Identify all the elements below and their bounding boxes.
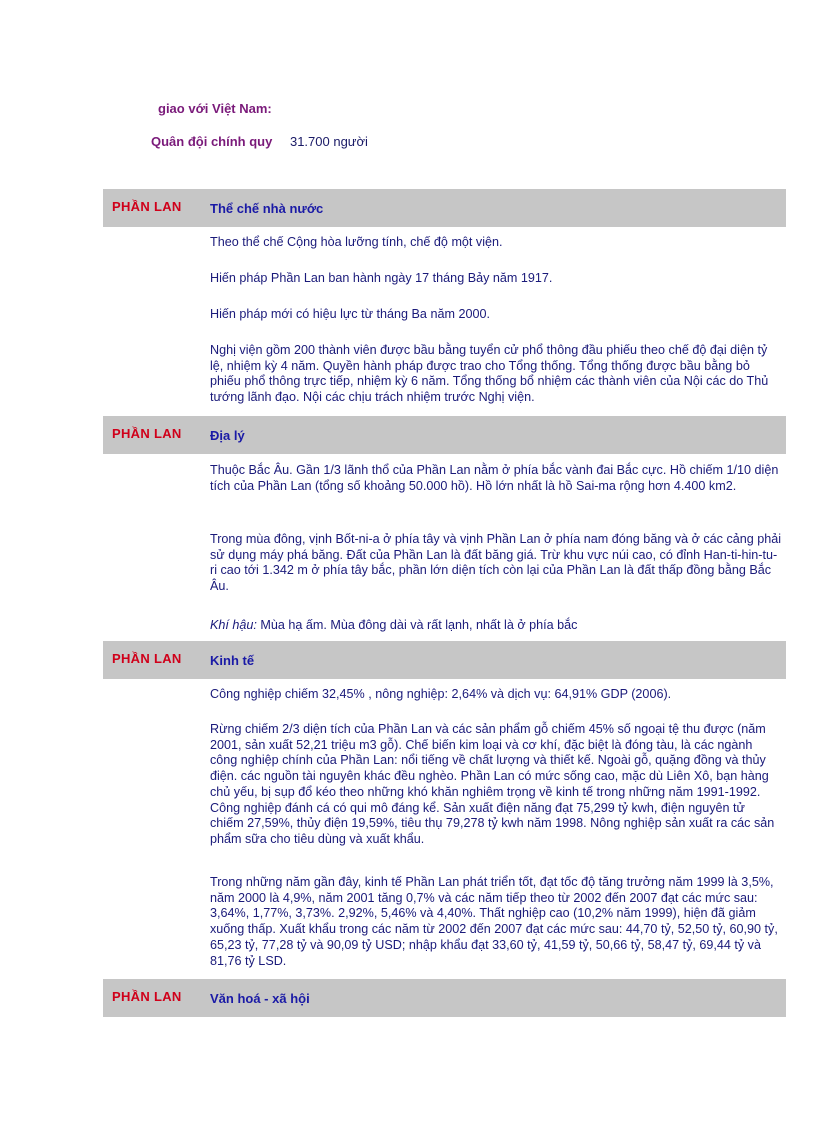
section-culture — [103, 979, 786, 1017]
paragraph: Thuộc Bắc Âu. Gần 1/3 lãnh thổ của Phần Lan nằm ở phía bắc vành đai Bắc cực. Hồ chiếm 1/10 diện tích của Phần Lan (tổng số khoảng 50.000 hồ). Hồ lớn nhất là hồ Sai-ma rộng hơn 4.400 km2. — [210, 463, 779, 493]
section-header — [103, 189, 786, 227]
paragraph: Rừng chiếm 2/3 diện tích của Phần Lan và các sản phẩm gỗ chiếm 45% số ngoại tệ thu được (năm 2001, sản xuất 52,21 triệu m3 gỗ). Chế biến kim loại và cơ khí, đặc biệt là đóng tàu, là các ngành công nghiệp chính của Phần Lan: nổi tiếng về chất lượng và thiết kế. Ngoài gỗ, quặng đồng và thủy điện. các nguồn tài nguyên khác đều nghèo. Phần Lan có mức sống cao, mặc dù Liên Xô, bạn hàng chủ yếu, bị sụp đổ kéo theo những khó khăn nghiêm trọng về kinh tế trong những năm 1991-1992. Công nghiệp đánh cá có qui mô đáng kể. Sản xuất điện năng đạt 75,299 tỷ kwh, điện nguyên tử chiếm 27,59%, thủy điện 19,59%, tiêu thụ 79,278 tỷ kwh năm 1998. Nông nghiệp sản xuất ra các sản phẩm sữa cho tiêu dùng và xuất khẩu. — [210, 722, 775, 846]
paragraph: Trong mùa đông, vịnh Bốt-ni-a ở phía tây và vịnh Phần Lan ở phía nam đóng băng và ở các cảng phải sử dụng máy phá băng. Đất của Phần Lan là đất băng giá. Trừ khu vực núi cao, có đỉnh Han-ti-hin-tu-ri cao tới 1.342 m ở phía tây bắc, phần lớn diện tích còn lại của Phần Lan là đất thấp đồng bằng Bắc Âu. — [210, 532, 782, 594]
section-country: PHẦN LAN — [112, 989, 182, 1004]
paragraph: Trong những năm gần đây, kinh tế Phần Lan phát triển tốt, đạt tốc độ tăng trưởng năm 1999 là 3,5%, năm 2000 là 4,9%, năm 2001 tăng 0,7% và các năm tiếp theo từ 2002 đến 2007 đạt các mức sau: 3,64%, 1,77%, 3,73%. 2,92%, 5,46% và 4,40%. Thất nghiệp cao (10,2% năm 1999), hiện đã giảm xuống thấp. Xuất khẩu trong các năm từ 2002 đến 2007 đạt các mức sau: 44,70 tỷ, 52,50 tỷ, 60,90 tỷ, 65,23 tỷ, 77,28 tỷ và 90,09 tỷ USD; nhập khẩu đạt 33,60 tỷ, 41,59 tỷ, 50,66 tỷ, 58,47 tỷ, 69,44 tỷ và 81,76 tỷ LSD. — [210, 875, 778, 968]
section-header — [103, 416, 786, 454]
intro-line-army — [151, 134, 368, 150]
intro-line-relations — [158, 101, 272, 117]
paragraph: Theo thể chế Cộng hòa lưỡng tính, chế độ một viện. — [210, 235, 503, 249]
paragraph: Hiến pháp mới có hiệu lực từ tháng Ba năm 2000. — [210, 307, 490, 321]
section-geography — [103, 416, 786, 632]
army-value: 31.700 người — [289, 134, 368, 149]
section-economy — [103, 641, 786, 968]
section-title: Văn hoá - xã hội — [210, 991, 310, 1006]
section-header — [103, 641, 786, 679]
climate-paragraph — [210, 618, 782, 634]
paragraph: Hiến pháp Phần Lan ban hành ngày 17 tháng Bảy năm 1917. — [210, 271, 553, 285]
paragraph: Công nghiệp chiếm 32,45% , nông nghiệp: 2,64% và dịch vụ: 64,91% GDP (2006). — [210, 687, 672, 701]
section-country: PHẦN LAN — [112, 426, 182, 441]
section-country: PHẦN LAN — [112, 199, 182, 214]
section-government — [103, 189, 786, 405]
section-title: Thể chế nhà nước — [210, 201, 324, 216]
section-title: Địa lý — [210, 428, 245, 443]
climate-label: Khí hậu: — [210, 618, 257, 632]
climate-text: Mùa hạ ấm. Mùa đông dài và rất lạnh, nhất là ở phía bắc — [256, 618, 578, 632]
section-title: Kinh tế — [210, 653, 255, 668]
paragraph: Nghị viện gồm 200 thành viên được bầu bằng tuyển cử phổ thông đầu phiếu theo chế độ đại diện tỷ lệ, nhiệm kỳ 4 năm. Quyền hành pháp được trao cho Tổng thống. Tổng thống được bầu bằng bỏ phiếu phổ thông trực tiếp, nhiệm kỳ 6 năm. Tổng thống bổ nhiệm các thành viên của Nội các do Thủ tướng lãnh đạo. Nội các chịu trách nhiệm trước Nghị viện. — [210, 343, 769, 405]
army-label: Quân đội chính quy — [151, 134, 273, 149]
section-header — [103, 979, 786, 1017]
section-country: PHẦN LAN — [112, 651, 182, 666]
relations-label: giao với Việt Nam: — [158, 101, 272, 116]
